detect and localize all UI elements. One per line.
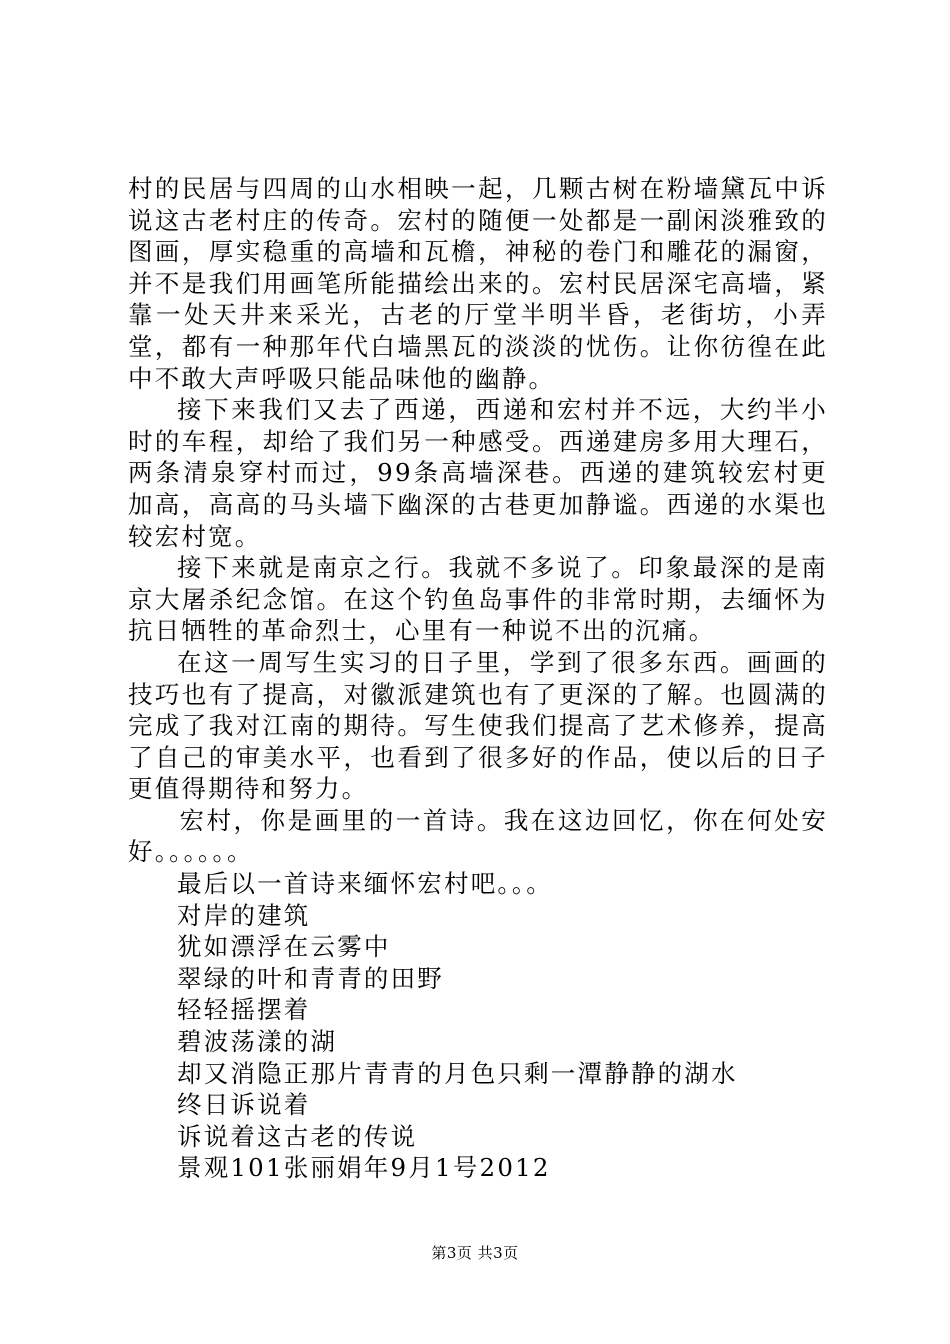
poem-line: 对岸的建筑 (177, 900, 311, 930)
author-signature-line: 景观101张丽娟年9月1号2012 (177, 1153, 551, 1183)
poem-line: 却又消隐正那片青青的月色只剩一潭静静的湖水 (177, 1058, 738, 1088)
poem-line: 终日诉说着 (177, 1090, 311, 1120)
paragraph-hongcun-poem-intro: 宏村，你是画里的一首诗。我在这边回忆，你在何处安好。。。。。。 (128, 805, 828, 867)
poem-line: 诉说着这古老的传说 (177, 1121, 418, 1151)
paragraph-xidi: 接下来我们又去了西递，西递和宏村并不远，大约半小时的车程，却给了我们另一种感受。西递建房多用大理石，两条清泉穿村而过，99条高墙深巷。西递的建筑较宏村更加高，高高的马头墙下幽深的古巷更加静谧。西递的水渠也较宏村宽。 (128, 395, 828, 551)
page-number-footer: 第3页 共3页 (431, 1244, 519, 1262)
poem-line: 犹如漂浮在云雾中 (177, 932, 391, 962)
poem-line: 轻轻摇摆着 (177, 995, 311, 1025)
paragraph-summary: 在这一周写生实习的日子里，学到了很多东西。画画的技巧也有了提高，对徽派建筑也有了更深的了解。也圆满的完成了我对江南的期待。写生使我们提高了艺术修养，提高了自己的审美水平，也看到了很多好的作品，使以后的日子更值得期待和努力。 (128, 647, 828, 804)
poem-intro-line: 最后以一首诗来缅怀宏村吧。。。 (177, 869, 553, 899)
poem-line: 翠绿的叶和青青的田野 (177, 963, 444, 993)
poem-line: 碧波荡漾的湖 (177, 1027, 338, 1057)
document-body (128, 173, 828, 1184)
paragraph-hongcun-description: 村的民居与四周的山水相映一起，几颗古树在粉墙黛瓦中诉说这古老村庄的传奇。宏村的随便一处都是一副闲淡雅致的图画，厚实稳重的高墙和瓦檐，神秘的卷门和雕花的漏窗，并不是我们用画笔所能描绘出来的。宏村民居深宅高墙，紧靠一处天井来采光，古老的厅堂半明半昏，老街坊，小弄堂，都有一种那年代白墙黑瓦的淡淡的忧伤。让你彷徨在此中不敢大声呼吸只能品味他的幽静。 (128, 174, 828, 393)
poem (128, 868, 828, 1184)
paragraph-nanjing: 接下来就是南京之行。我就不多说了。印象最深的是南京大屠杀纪念馆。在这个钓鱼岛事件的非常时期，去缅怀为抗日牺牲的革命烈士，心里有一种说不出的沉痛。 (128, 553, 828, 646)
